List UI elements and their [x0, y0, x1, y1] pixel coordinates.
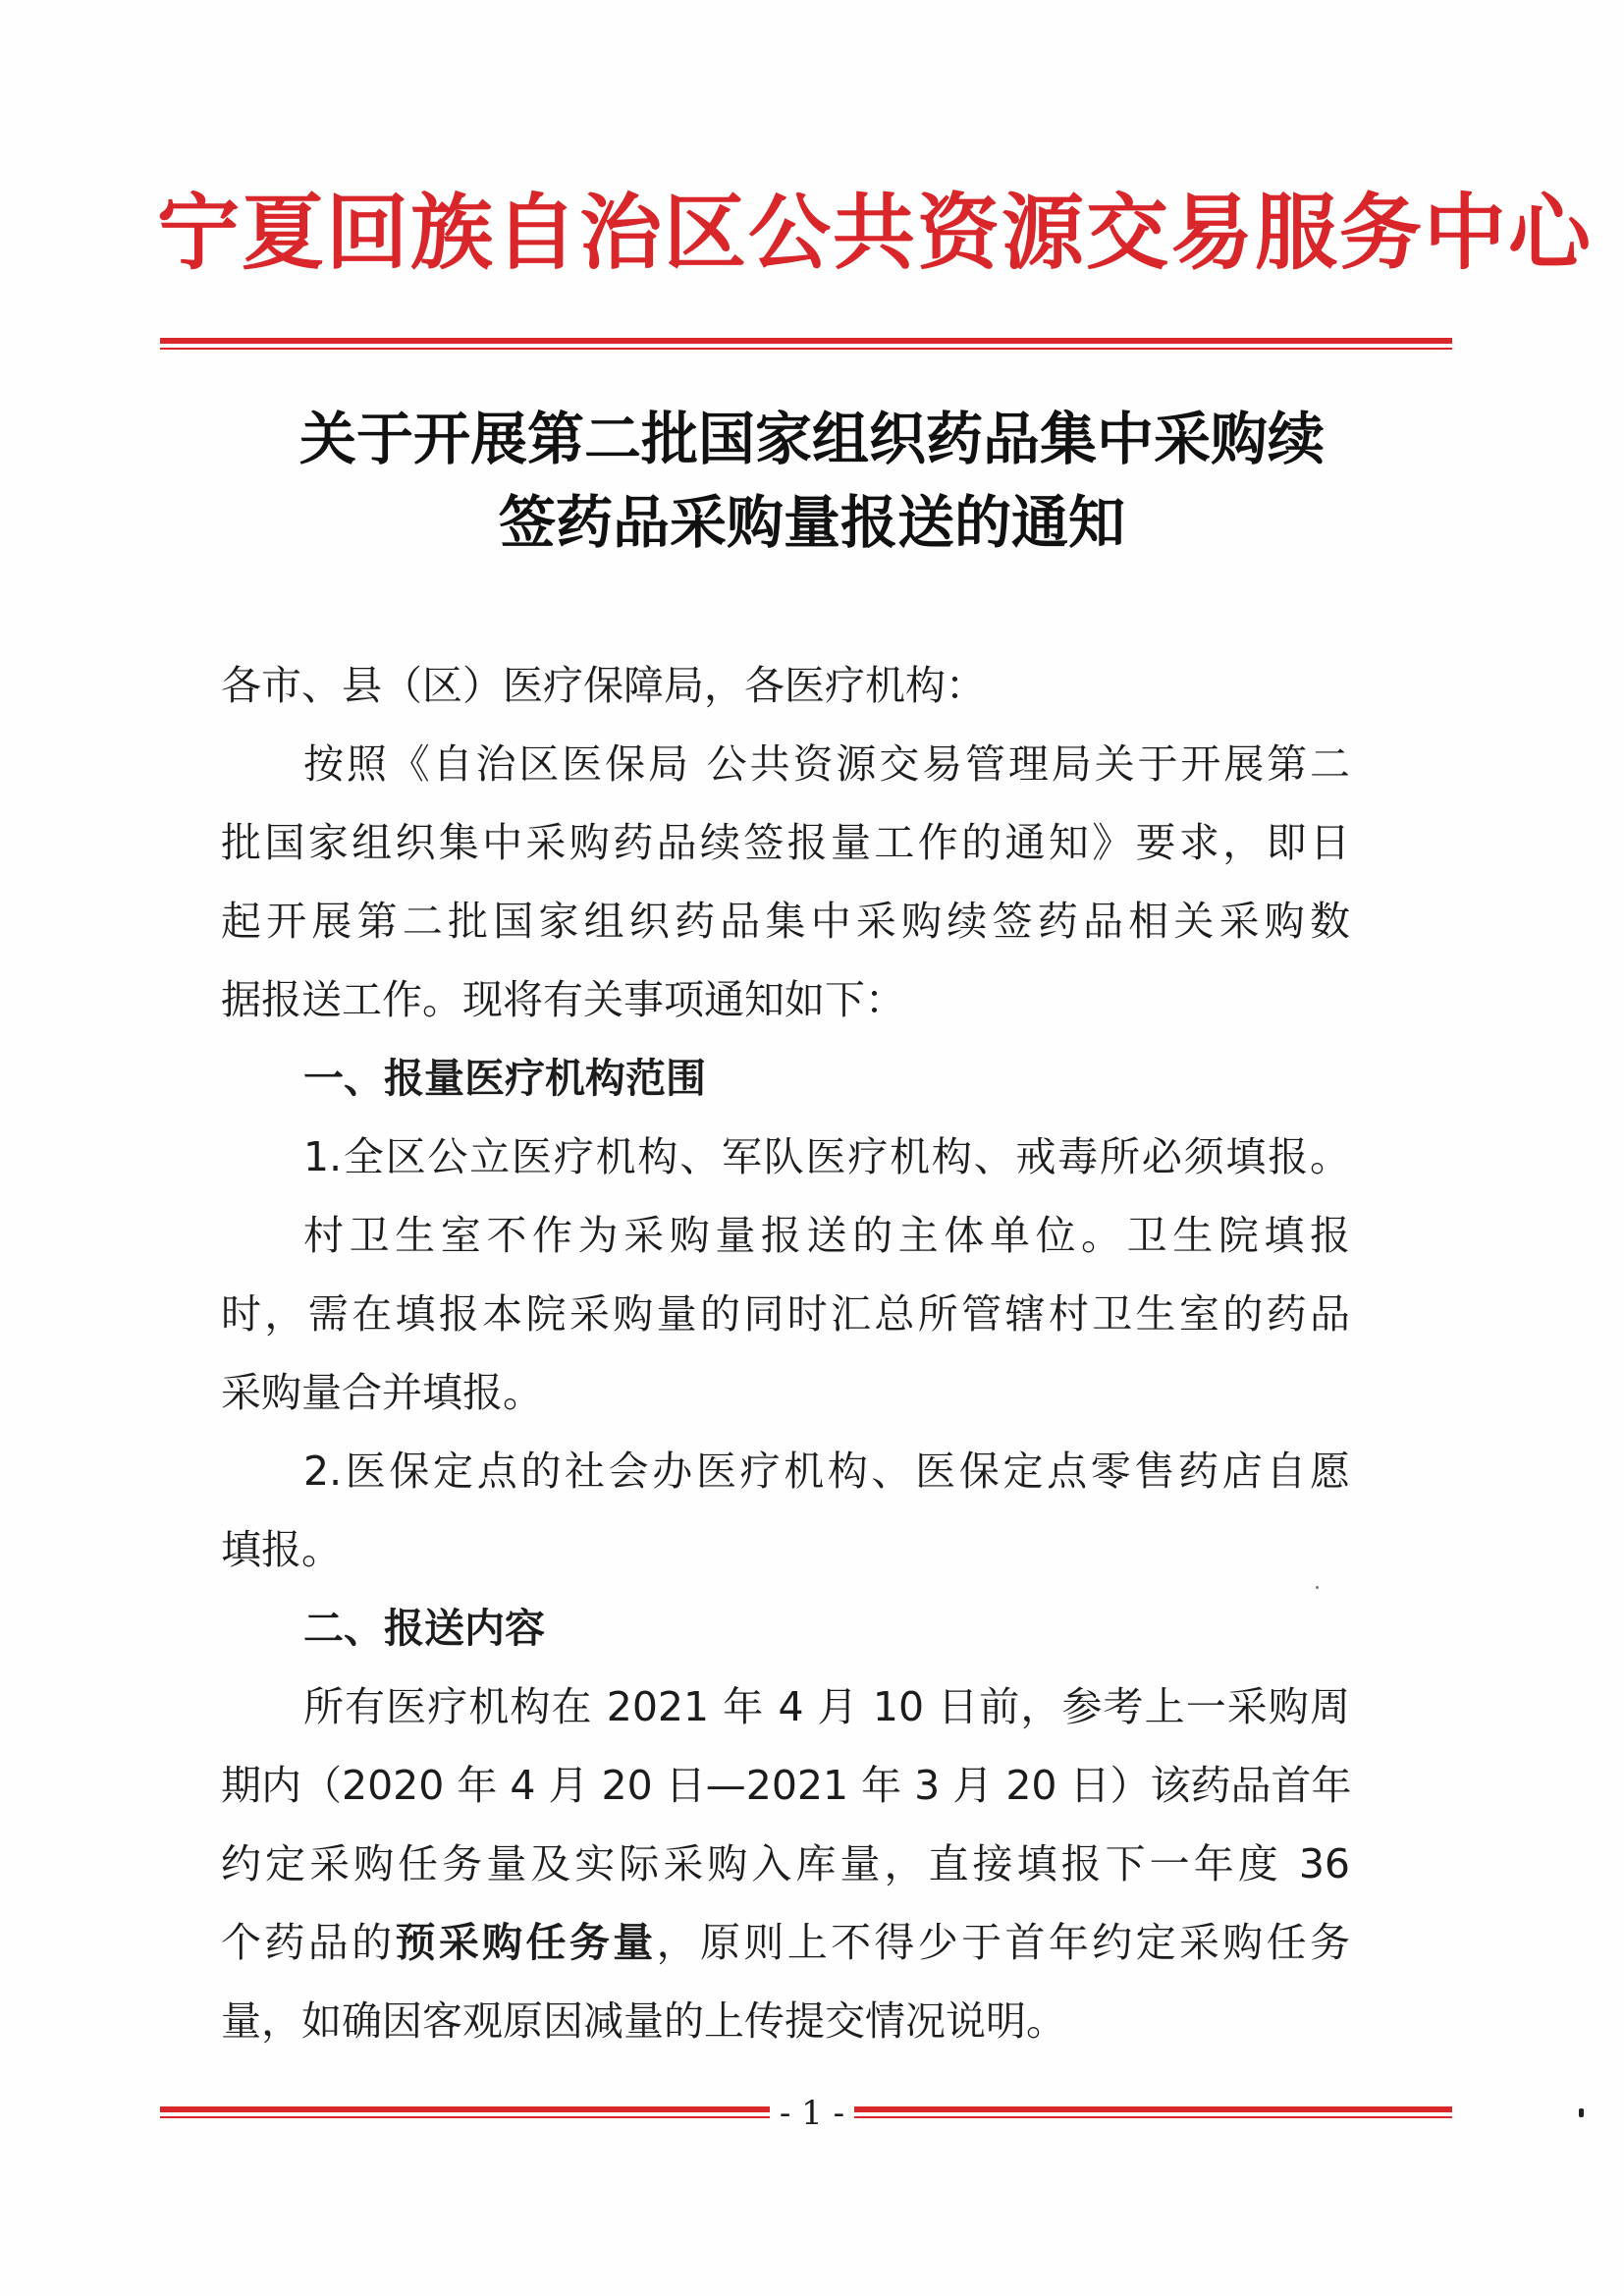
header-red-rule [160, 338, 1452, 350]
intro-line: 起开展第二批国家组织药品集中采购续签药品相关采购数 [221, 898, 1350, 945]
intro-line: 据报送工作。现将有关事项通知如下： [221, 976, 905, 1023]
paragraph-text: 个药品的 [221, 1919, 396, 1966]
page-number [0, 2094, 1624, 2133]
section-1-item-2-line: 填报。 [221, 1526, 342, 1573]
intro-line: 按照《自治区医保局 公共资源交易管理局关于开展第二 [303, 740, 1350, 788]
document-body [221, 646, 1350, 2060]
section-2-paragraph-line: 期内（2020 年 4 月 20 日—2021 年 3 月 20 日）该药品首年 [221, 1762, 1352, 1809]
section-2-heading: 二、报送内容 [303, 1605, 545, 1652]
document-title-line-2: 签药品采购量报送的通知 [498, 489, 1125, 556]
scan-speck [1579, 2108, 1584, 2117]
section-1-item-1-line: 时，需在填报本院采购量的同时汇总所管辖村卫生室的药品 [221, 1290, 1350, 1338]
section-2-paragraph-line [221, 1903, 1350, 1982]
scan-speck [1316, 1586, 1319, 1589]
document-title-line-1: 关于开展第二批国家组织药品集中采购续 [298, 406, 1325, 472]
section-1-heading: 一、报量医疗机构范围 [303, 1055, 706, 1102]
page-number-text: - 1 - [770, 2094, 854, 2133]
section-1-item-1-line: 1.全区公立医疗机构、军队医疗机构、戒毒所必须填报。 [303, 1133, 1350, 1180]
paragraph-text: ，原则上不得少于首年约定采购任务 [656, 1919, 1351, 1966]
section-2-paragraph-line: 量，如确因客观原因减量的上传提交情况说明。 [221, 1997, 1066, 2045]
section-2-paragraph-line: 约定采购任务量及实际采购入库量，直接填报下一年度 36 [221, 1840, 1350, 1887]
section-1-item-2-line: 2.医保定点的社会办医疗机构、医保定点零售药店自愿 [303, 1448, 1350, 1495]
section-1-item-1-line: 村卫生室不作为采购量报送的主体单位。卫生院填报 [303, 1212, 1350, 1259]
salutation: 各市、县（区）医疗保障局，各医疗机构： [221, 662, 986, 709]
emphasized-term: 预采购任务量 [395, 1919, 657, 1966]
section-1-item-1-line: 采购量合并填报。 [221, 1369, 543, 1416]
intro-line: 批国家组织集中采购药品续签报量工作的通知》要求，即日 [221, 819, 1350, 866]
organization-header: 宁夏回族自治区公共资源交易服务中心 [157, 184, 1594, 281]
section-2-paragraph-line: 所有医疗机构在 2021 年 4 月 10 日前，参考上一采购周 [303, 1683, 1350, 1730]
